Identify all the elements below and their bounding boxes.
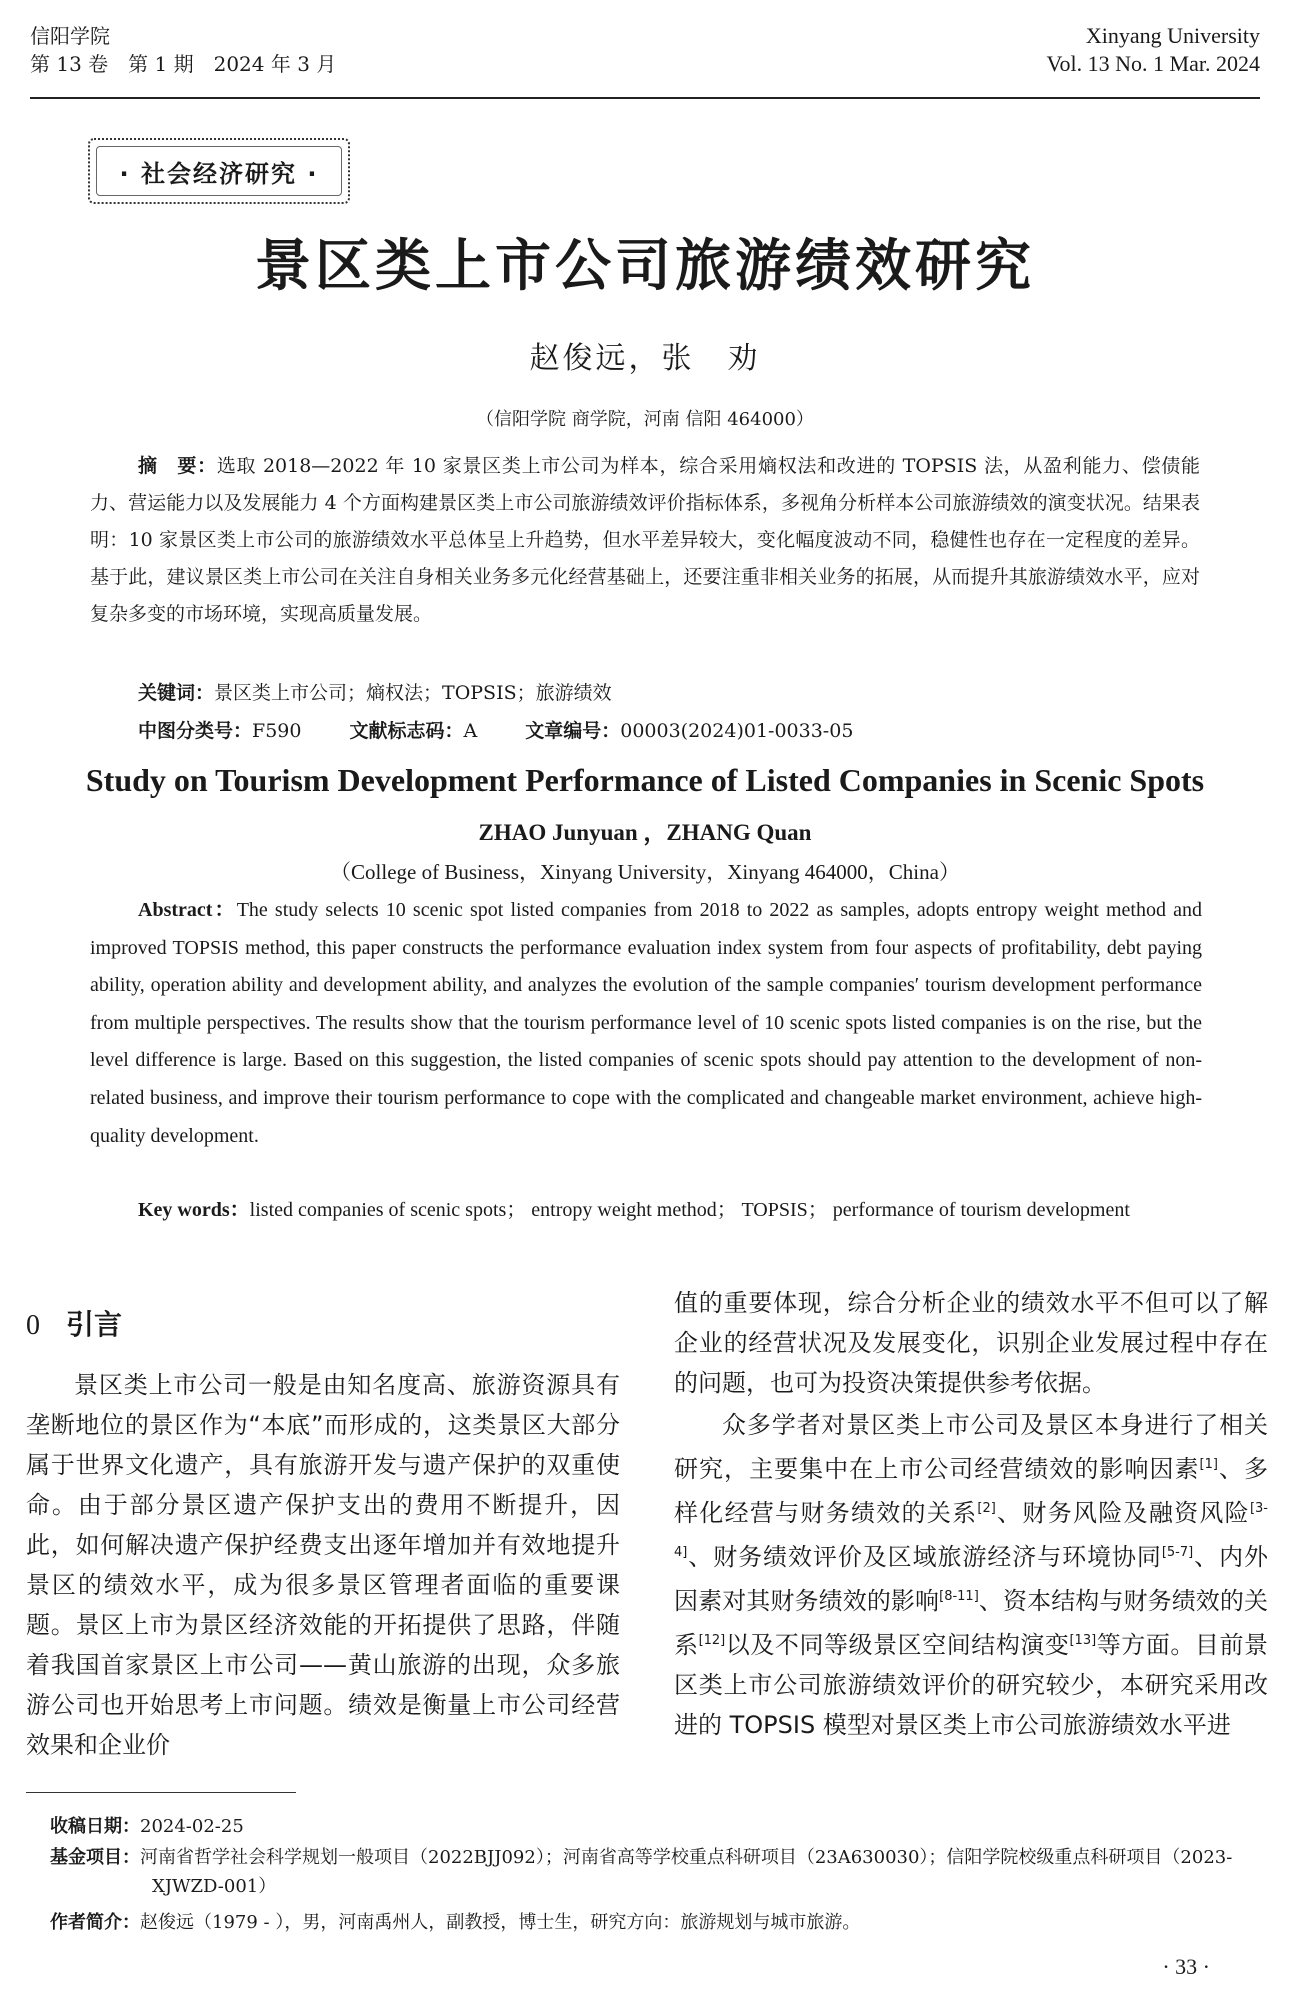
body-text: 、多样化经营与财务绩效的关系	[674, 1455, 1269, 1527]
keywords-en-text: listed companies of scenic spots； entropy weight method； TOPSIS； performance of tourism development	[249, 1199, 1130, 1221]
page-number: · 33 ·	[1162, 1954, 1210, 1979]
affiliation-en: （College of Business，Xinyang University，Xinyang 464000，China）	[330, 860, 960, 884]
body-text: 、内外因素对其财务绩效的影响	[674, 1543, 1269, 1615]
footnote-author	[50, 1908, 1260, 1937]
section-heading-introduction	[26, 1303, 122, 1343]
body-text: 、财务风险及融资风险	[995, 1499, 1250, 1527]
doc-code-label: 文献标志码：	[349, 720, 464, 742]
issue-info-cn: 第 13 卷 第 1 期 2024 年 3 月	[30, 52, 337, 76]
section-number: 0	[26, 1310, 40, 1341]
author-label: 作者简介：	[50, 1912, 140, 1933]
author-value: 赵俊远（1979 - ），男，河南禹州人，副教授，博士生，研究方向：旅游规划与城市旅游。	[140, 1912, 861, 1933]
abstract-en-text: The study selects 10 scenic spot listed companies from 2018 to 2022 as samples, adopts entropy weight method and improved TOPSIS method, this paper constructs the performance evaluation index system from four aspects of profitability, debt paying ability, operation ability and development ability, and analyzes the evolution of the sample companies′ tourism development performance from multiple perspectives. The results show that the tourism performance level of 10 scenic spots listed companies is on the rise, but the level difference is large. Based on this suggestion, the listed companies of scenic spots should pay attention to the development of non-related business, and improve their tourism performance to cope with the complicated and changeable market environment, achieve high-quality development.	[90, 899, 1202, 1147]
clc-value: F590	[252, 720, 302, 742]
citation-ref: [13]	[1069, 1633, 1097, 1648]
citation-ref: [5-7]	[1161, 1545, 1194, 1560]
received-value: 2024-02-25	[140, 1816, 244, 1837]
citation-ref: [8-11]	[939, 1589, 979, 1604]
keywords-en-label: Key words：	[138, 1199, 250, 1221]
citation-ref: [12]	[698, 1633, 726, 1648]
body-text: 众多学者对景区类上市公司及景区本身进行了相关研究，主要集中在上市公司经营绩效的影响因素	[674, 1411, 1268, 1483]
classification-row	[138, 716, 853, 743]
abstract-cn	[90, 448, 1200, 633]
keywords-cn-text: 景区类上市公司；熵权法；TOPSIS；旅游绩效	[214, 682, 612, 704]
article-number-label: 文章编号：	[525, 720, 621, 742]
section-title: 引言	[66, 1308, 123, 1341]
clc-label: 中图分类号：	[138, 720, 253, 742]
section-tag-label: · 社会经济研究 ·	[119, 159, 319, 188]
fund-label: 基金项目：	[50, 1847, 140, 1868]
journal-name-en: Xinyang University	[1085, 23, 1260, 48]
body-text: 以及不同等级景区空间结构演变	[725, 1631, 1070, 1659]
citation-ref: [3-4]	[674, 1501, 1269, 1560]
article-number-value: 00003(2024)01-0033-05	[620, 720, 854, 742]
section-tag	[88, 138, 350, 204]
citation-ref: [1]	[1199, 1457, 1218, 1472]
article-title-en: Study on Tourism Development Performance of Listed Companies in Scenic Spots	[85, 762, 1205, 798]
abstract-cn-label: 摘 要：	[138, 455, 217, 477]
authors-cn: 赵俊远，张 劝	[529, 341, 761, 376]
issue-info-en: Vol. 13 No. 1 Mar. 2024	[1046, 51, 1260, 76]
keywords-en	[90, 1192, 1202, 1230]
keywords-cn	[138, 675, 1198, 712]
authors-en: ZHAO Junyuan ，ZHANG Quan	[478, 820, 812, 845]
journal-header-en	[1047, 22, 1261, 78]
footnote-divider	[26, 1792, 296, 1793]
doc-code-value: A	[463, 720, 478, 742]
footnote-fund	[50, 1843, 1260, 1901]
body-text: 、资本结构与财务绩效的关系	[674, 1587, 1269, 1659]
journal-header-cn	[30, 22, 336, 78]
footnote-received	[50, 1812, 1260, 1841]
keywords-cn-label: 关键词：	[138, 682, 215, 704]
body-text: 等方面。目前景区类上市公司旅游绩效评价的研究较少，本研究采用改进的 TOPSIS 模型对景区类上市公司旅游绩效水平进	[674, 1631, 1269, 1739]
affiliation-cn: （信阳学院 商学院，河南 信阳 464000）	[476, 409, 814, 430]
fund-value: 河南省哲学社会科学规划一般项目（2022BJJ092）；河南省高等学校重点科研项目（23A630030）；信阳学院校级重点科研项目（2023-XJWZD-001）	[140, 1847, 1233, 1897]
received-label: 收稿日期：	[50, 1816, 140, 1837]
body-right-paragraph-1: 值的重要体现，综合分析企业的绩效水平不但可以了解企业的经营状况及发展变化，识别企业发展过程中存在的问题，也可为投资决策提供参考依据。	[674, 1289, 1268, 1397]
abstract-en	[90, 892, 1202, 1155]
article-title-cn: 景区类上市公司旅游绩效研究	[255, 234, 1035, 299]
header-divider	[30, 97, 1260, 99]
body-text: 、财务绩效评价及区域旅游经济与环境协同	[687, 1543, 1162, 1571]
body-left-paragraph: 景区类上市公司一般是由知名度高、旅游资源具有垄断地位的景区作为“本底”而形成的，这类景区大部分属于世界文化遗产，具有旅游开发与遗产保护的双重使命。由于部分景区遗产保护支出的费用不断提升，因此，如何解决遗产保护经费支出逐年增加并有效地提升景区的绩效水平，成为很多景区管理者面临的重要课题。景区上市为景区经济效能的开拓提供了思路，伴随着我国首家景区上市公司——黄山旅游的出现，众多旅游公司也开始思考上市问题。绩效是衡量上市公司经营效果和企业价	[26, 1371, 620, 1759]
body-right-paragraph-2	[674, 1405, 1268, 1745]
journal-name-cn: 信阳学院	[30, 24, 110, 48]
abstract-cn-text: 选取 2018—2022 年 10 家景区类上市公司为样本，综合采用熵权法和改进的 TOPSIS 法，从盈利能力、偿债能力、营运能力以及发展能力 4 个方面构建景区类上市公司旅游绩效评价指标体系，多视角分析样本公司旅游绩效的演变状况。结果表明：10 家景区类上市公司的旅游绩效水平总体呈上升趋势，但水平差异较大，变化幅度波动不同，稳健性也存在一定程度的差异。基于此，建议景区类上市公司在关注自身相关业务多元化经营基础上，还要注重非相关业务的拓展，从而提升其旅游绩效水平，应对复杂多变的市场环境，实现高质量发展。	[90, 455, 1200, 625]
citation-ref: [2]	[977, 1501, 996, 1516]
abstract-en-label: Abstract：	[138, 899, 237, 921]
